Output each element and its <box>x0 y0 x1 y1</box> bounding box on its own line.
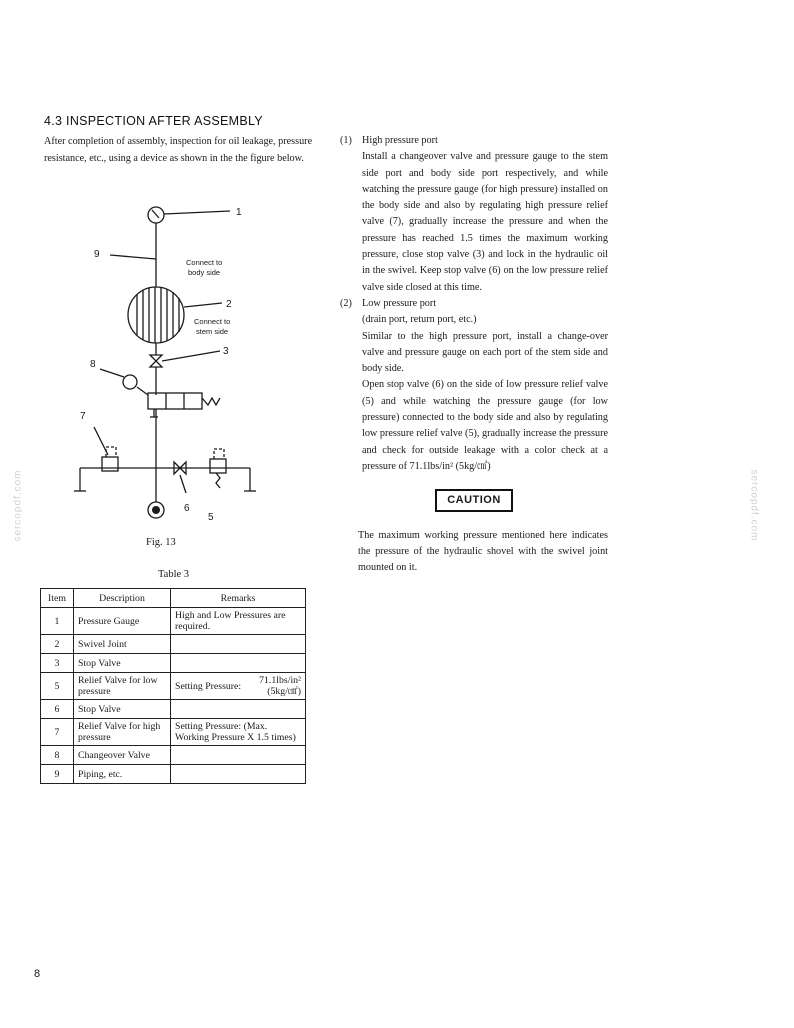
cell-item: 1 <box>41 608 74 635</box>
label-8: 8 <box>90 359 96 370</box>
caution-box <box>340 489 608 511</box>
table-row <box>41 673 306 700</box>
step-high-pressure <box>340 133 608 296</box>
table-row <box>41 700 306 719</box>
setting-pressure-lbs: 71.1lbs/in² <box>259 675 301 686</box>
inspection-steps <box>340 133 608 576</box>
cell-desc: Relief Valve for low pressure <box>74 673 171 700</box>
header-description: Description <box>74 589 171 608</box>
watermark-left: sercopdf.com <box>12 469 24 542</box>
intro-paragraph: After completion of assembly, inspection for oil leakage, pressure resistance, etc., using a device as shown in the the figure below. <box>44 136 313 164</box>
header-item: Item <box>41 589 74 608</box>
table-row <box>41 765 306 784</box>
cell-item: 9 <box>41 765 74 784</box>
cell-remarks: High and Low Pressures are required. <box>171 608 306 635</box>
step-1-title: High pressure port <box>362 135 438 146</box>
cell-desc: Changeover Valve <box>74 746 171 765</box>
cell-desc: Stop Valve <box>74 654 171 673</box>
table-row <box>41 654 306 673</box>
caution-label: CAUTION <box>435 489 513 511</box>
label-5: 5 <box>208 512 214 523</box>
table-caption: Table 3 <box>158 569 190 580</box>
parts-table <box>40 588 306 784</box>
cell-item: 7 <box>41 719 74 746</box>
cell-item: 8 <box>41 746 74 765</box>
cell-desc: Swivel Joint <box>74 635 171 654</box>
step-2-title: Low pressure port <box>362 297 437 309</box>
cell-remarks <box>171 654 306 673</box>
table-row <box>41 719 306 746</box>
step-2-body-2: Open stop valve (6) on the side of low pressure relief valve (5) and while watching the pressure gauge (for low pressure) connected to the body side and also by regulating low pressure relief valve (5), gradually increase the pressure and check for outside leakage with a color check at a pressure of 71.1lbs/in² (5kg/㎠) <box>362 379 608 472</box>
cell-desc: Pressure Gauge <box>74 608 171 635</box>
step-1-number: (1) <box>340 135 352 146</box>
table-row <box>41 608 306 635</box>
label-9: 9 <box>94 249 100 260</box>
table-header-row <box>41 589 306 608</box>
cell-item: 6 <box>41 700 74 719</box>
header-remarks: Remarks <box>171 589 306 608</box>
table-row <box>41 635 306 654</box>
cell-remarks <box>171 635 306 654</box>
watermark-right: sercopdf.com <box>748 469 760 542</box>
label-1: 1 <box>236 207 242 218</box>
cell-remarks: Setting Pressure: (Max. Working Pressure X 1.5 times) <box>171 719 306 746</box>
cell-item: 3 <box>41 654 74 673</box>
label-2: 2 <box>226 299 232 310</box>
label-7: 7 <box>80 411 86 422</box>
table-row <box>41 746 306 765</box>
cell-remarks <box>171 700 306 719</box>
cell-item: 5 <box>41 673 74 700</box>
step-2-subtitle: (drain port, return port, etc.) <box>362 314 477 326</box>
page-number: 8 <box>34 968 41 980</box>
cell-remarks <box>171 673 306 700</box>
stop-valve-3-icon <box>150 355 162 367</box>
cell-remarks <box>171 746 306 765</box>
test-setup-diagram <box>60 195 310 530</box>
connect-body-label-2: body side <box>188 268 221 277</box>
step-2-body-1: Similar to the high pressure port, install a change-over valve and pressure gauge on each port of the stem side and body side. <box>362 330 608 375</box>
cell-item: 2 <box>41 635 74 654</box>
connect-stem-label-2: stem side <box>196 327 229 336</box>
relief-valve-7-icon <box>102 457 118 471</box>
cell-desc: Piping, etc. <box>74 765 171 784</box>
changeover-valve-icon <box>148 393 202 409</box>
label-6: 6 <box>184 503 190 514</box>
connect-stem-label-1: Connect to <box>194 317 231 326</box>
setting-pressure-label: Setting Pressure: <box>175 680 242 692</box>
caution-text: The maximum working pressure mentioned here indicates the pressure of the hydraulic shovel with the swivel joint mounted on it. <box>358 529 608 574</box>
cell-remarks <box>171 765 306 784</box>
step-1-body: Install a changeover valve and pressure gauge to the stem side port and body side port respectively, and while watching the pressure gauge (for high pressure) installed on the body side and also by regulating high pressure relief valve (7), gradually increase the pressure and when the pressure has reached 1.5 times the maximum working pressure, close stop valve (3) and lock in the hydraulic oil in the swivel. Keep stop valve (6) on the low pressure relief valve side closed at this time. <box>362 151 608 293</box>
relief-valve-5-icon <box>210 459 226 473</box>
figure-caption: Fig. 13 <box>146 537 176 548</box>
setting-pressure-kg: (5kg/㎠) <box>267 686 301 697</box>
step-low-pressure <box>340 296 608 475</box>
connect-body-label-1: Connect to <box>186 258 223 267</box>
step-2-number: (2) <box>340 297 352 309</box>
label-3: 3 <box>223 346 229 357</box>
pressure-gauge-8-icon <box>123 375 137 389</box>
cell-desc: Relief Valve for high pressure <box>74 719 171 746</box>
section-heading: 4.3 INSPECTION AFTER ASSEMBLY <box>44 114 263 128</box>
cell-desc: Stop Valve <box>74 700 171 719</box>
